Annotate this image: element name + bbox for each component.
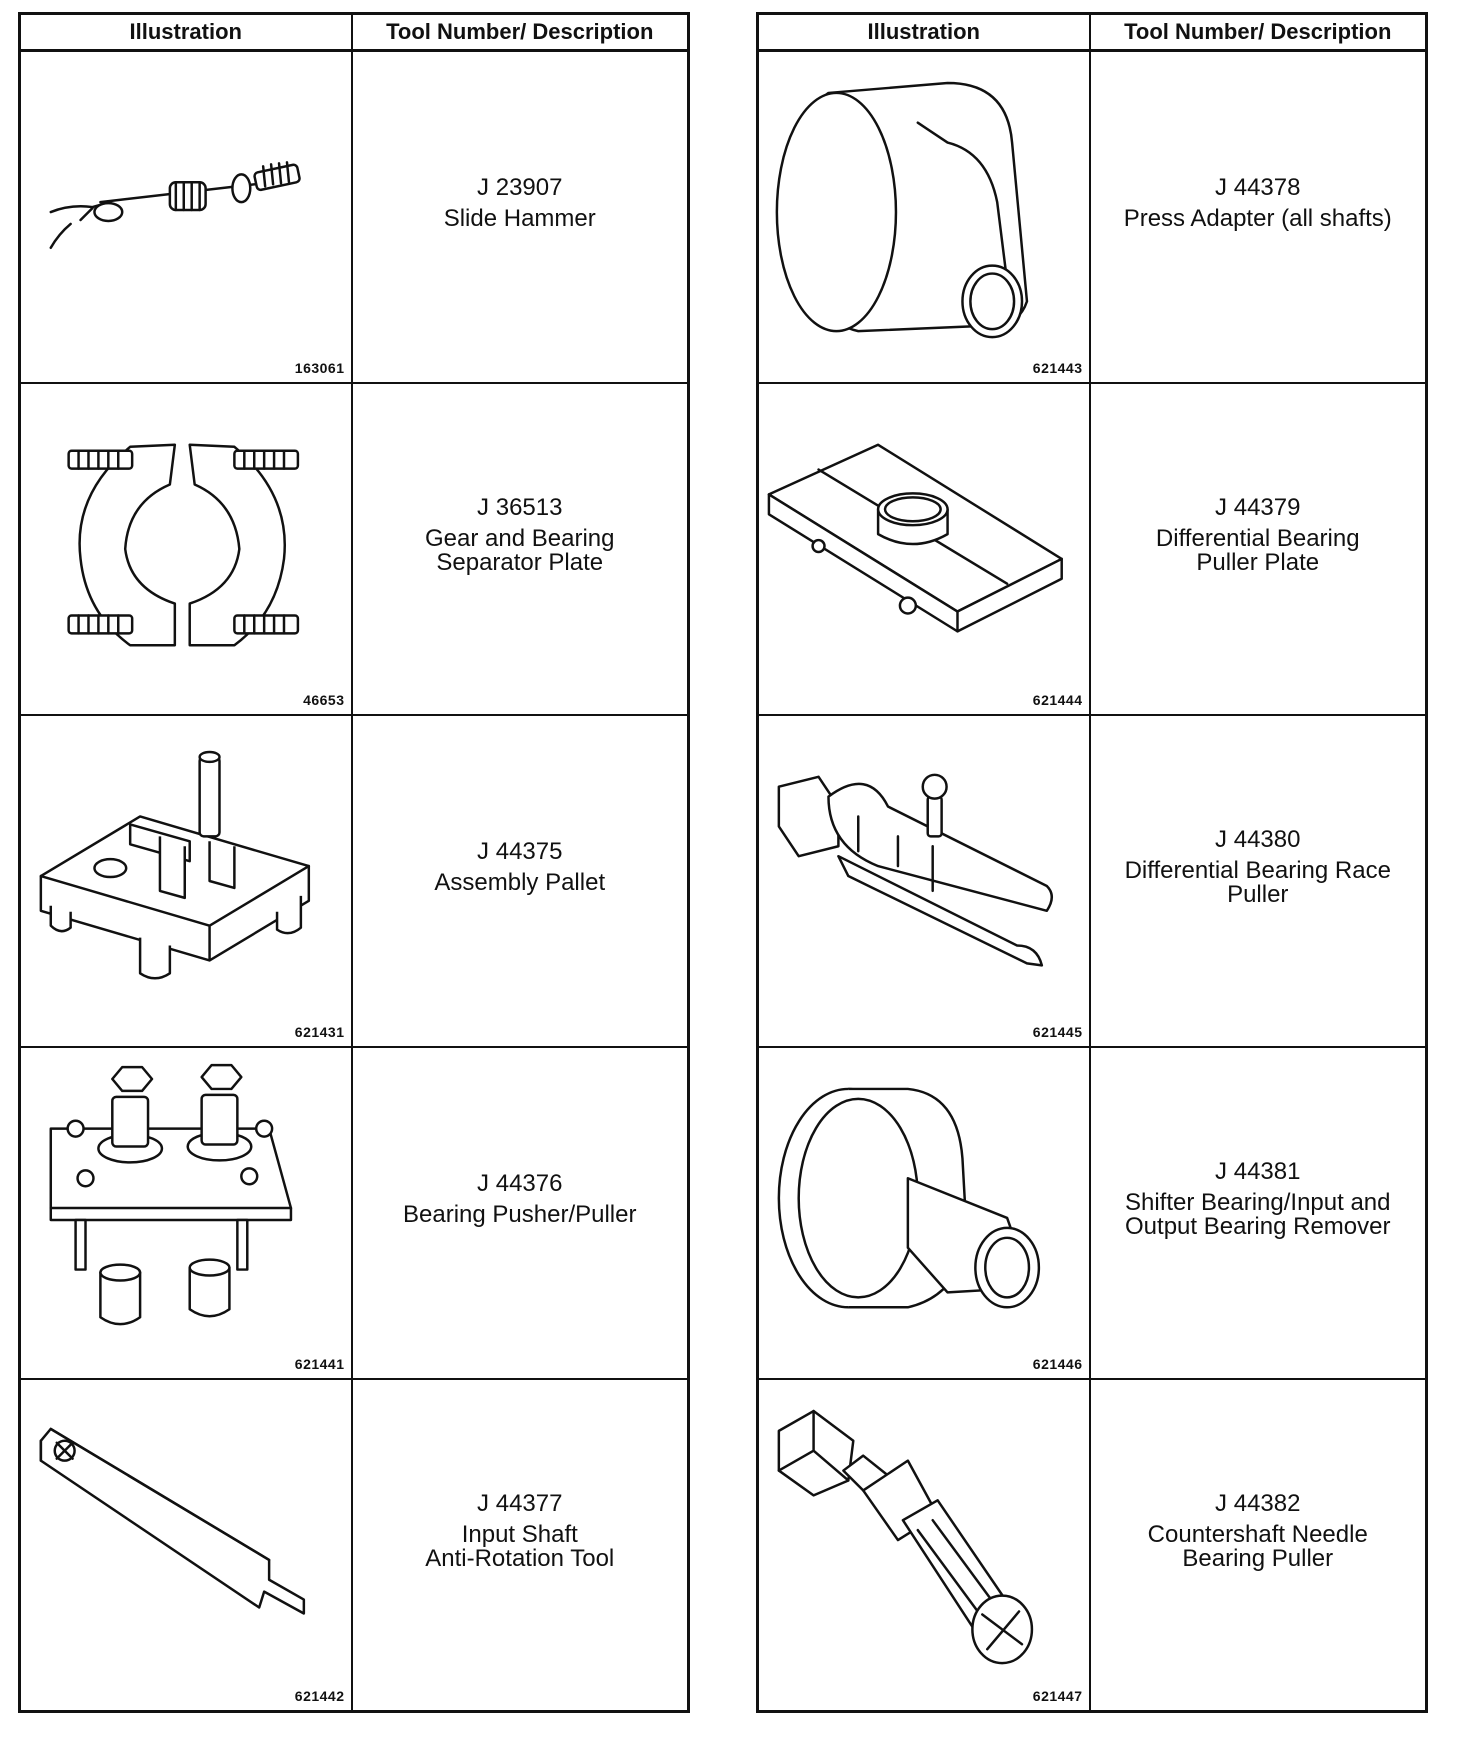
illustration-cell	[20, 1047, 352, 1379]
table-row	[758, 383, 1427, 715]
header-tool-description: Tool Number/ Description	[352, 14, 689, 51]
figure-id: 621444	[1032, 692, 1083, 708]
figure-id: 621443	[1032, 360, 1083, 376]
tool-description: Gear and Bearing Separator Plate	[425, 525, 615, 576]
tool-description-cell	[1090, 51, 1427, 384]
tool-description-cell	[352, 51, 689, 384]
tool-table-left	[18, 12, 690, 1713]
header-illustration: Illustration	[20, 14, 352, 51]
tool-number: J 36513	[477, 494, 563, 521]
table-row	[758, 1379, 1427, 1712]
tool-description: Bearing Pusher/Puller	[403, 1201, 637, 1228]
tool-table-right	[756, 12, 1428, 1713]
illustration-cell	[758, 51, 1090, 384]
tool-description: Countershaft Needle Bearing Puller	[1147, 1521, 1368, 1572]
tool-description: Differential Bearing Puller Plate	[1155, 525, 1360, 576]
tool-description-cell	[352, 1047, 689, 1379]
tool-description: Assembly Pallet	[434, 869, 606, 896]
table-row	[20, 51, 689, 384]
table-row	[758, 715, 1427, 1047]
tool-description-cell	[352, 383, 689, 715]
tool-number: J 44380	[1215, 826, 1301, 853]
figure-id: 621445	[1032, 1024, 1083, 1040]
illustration-cell	[758, 715, 1090, 1047]
table-row	[20, 1379, 689, 1712]
tool-number: J 23907	[477, 174, 563, 201]
table-row	[758, 51, 1427, 384]
tool-description-cell	[1090, 1047, 1427, 1379]
header-tool-description: Tool Number/ Description	[1090, 14, 1427, 51]
tool-description: Shifter Bearing/Input and Output Bearing Remover	[1124, 1189, 1391, 1240]
illustration-cell	[758, 1379, 1090, 1712]
bearing-remover-illustration	[759, 1048, 1089, 1378]
tool-number: J 44375	[477, 838, 563, 865]
needle-bearing-puller-illustration	[759, 1380, 1089, 1710]
figure-id: 163061	[294, 360, 345, 376]
assembly-pallet-illustration	[21, 716, 351, 1046]
tool-number: J 44376	[477, 1170, 563, 1197]
illustration-cell	[20, 1379, 352, 1712]
table-row	[20, 383, 689, 715]
tool-description: Slide Hammer	[443, 205, 596, 232]
tool-number: J 44377	[477, 1490, 563, 1517]
illustration-cell	[20, 715, 352, 1047]
tool-description: Input Shaft Anti-Rotation Tool	[425, 1521, 615, 1572]
tool-description-cell	[352, 1379, 689, 1712]
table-row	[20, 1047, 689, 1379]
figure-id: 621441	[294, 1356, 345, 1372]
illustration-cell	[20, 383, 352, 715]
figure-id: 621446	[1032, 1356, 1083, 1372]
header-illustration: Illustration	[758, 14, 1090, 51]
table-row	[20, 715, 689, 1047]
illustration-cell	[758, 383, 1090, 715]
tool-number: J 44378	[1215, 174, 1301, 201]
tool-description-cell	[1090, 383, 1427, 715]
bearing-pusher-puller-illustration	[21, 1048, 351, 1378]
figure-id: 621442	[294, 1688, 345, 1704]
anti-rotation-tool-illustration	[21, 1380, 351, 1710]
press-adapter-illustration	[759, 52, 1089, 382]
tool-number: J 44382	[1215, 1490, 1301, 1517]
puller-plate-illustration	[759, 384, 1089, 714]
tool-number: J 44379	[1215, 494, 1301, 521]
tool-description-cell	[1090, 1379, 1427, 1712]
tool-number: J 44381	[1215, 1158, 1301, 1185]
figure-id: 46653	[303, 692, 345, 708]
race-puller-illustration	[759, 716, 1089, 1046]
slide-hammer-illustration	[21, 52, 351, 382]
separator-plate-illustration	[21, 384, 351, 714]
tool-description: Press Adapter (all shafts)	[1123, 205, 1392, 232]
figure-id: 621447	[1032, 1688, 1083, 1704]
figure-id: 621431	[294, 1024, 345, 1040]
table-row	[758, 1047, 1427, 1379]
illustration-cell	[20, 51, 352, 384]
tool-description-cell	[352, 715, 689, 1047]
illustration-cell	[758, 1047, 1090, 1379]
tool-description-cell	[1090, 715, 1427, 1047]
tool-description: Differential Bearing Race Puller	[1124, 857, 1391, 908]
